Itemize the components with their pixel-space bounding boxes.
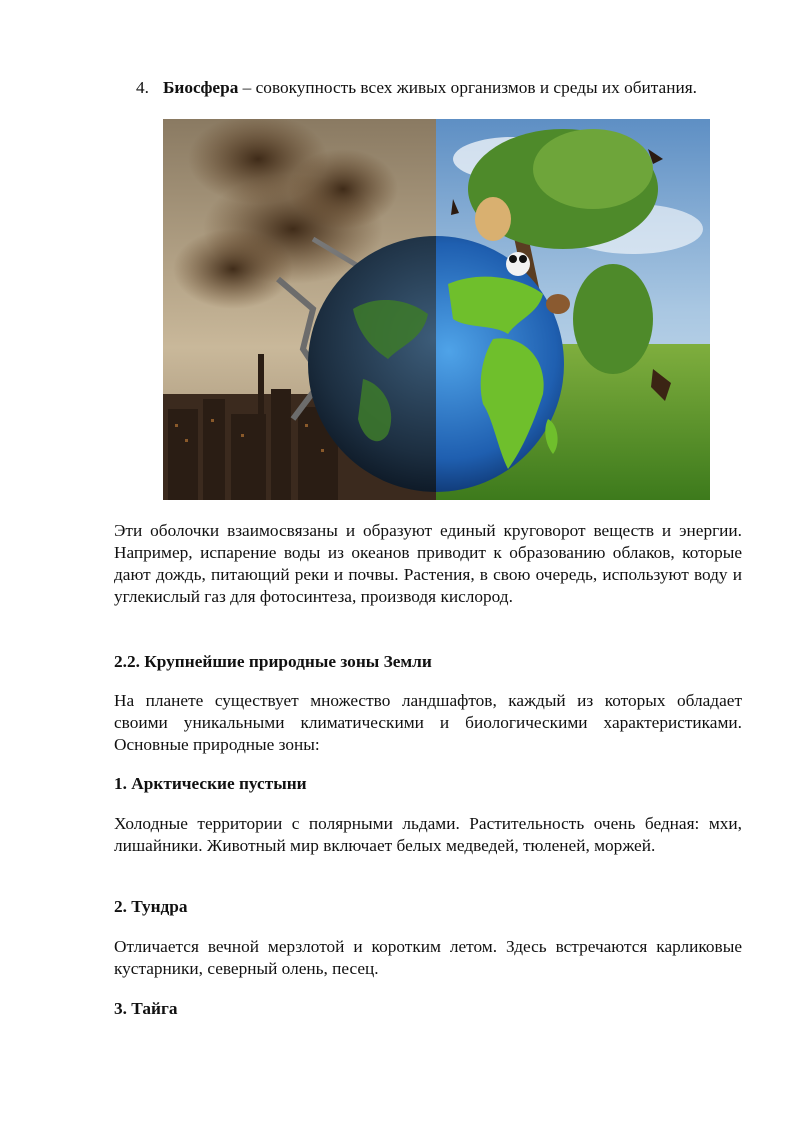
list-item-biosphere bbox=[136, 77, 742, 99]
zone-heading-arctic: 1. Арктические пустыни bbox=[114, 774, 307, 793]
paragraph-landscapes: На планете существует множество ландшафтов, каждый из которых обладает своими уникальными климатическими и биологическими характеристиками. Основные природные зоны: bbox=[114, 691, 742, 754]
zone-text-arctic: Холодные территории с полярными льдами. Растительность очень бедная: мхи, лишайники. Животный мир включает белых медведей, тюленей, моржей. bbox=[114, 814, 742, 855]
list-item-body bbox=[163, 77, 742, 99]
biosphere-illustration bbox=[163, 119, 710, 500]
zone-heading-taiga: 3. Тайга bbox=[114, 999, 178, 1018]
list-number: 4. bbox=[136, 78, 149, 97]
zone-text-tundra: Отличается вечной мерзлотой и коротким летом. Здесь встречаются карликовые кустарники, северный олень, песец. bbox=[114, 937, 742, 978]
section-heading: 2.2. Крупнейшие природные зоны Земли bbox=[114, 652, 432, 671]
term-definition: – совокупность всех живых организмов и среды их обитания. bbox=[238, 78, 697, 97]
polluted-vs-green-earth-image bbox=[163, 119, 710, 500]
zone-heading-tundra: 2. Тундра bbox=[114, 897, 188, 916]
paragraph-cycle: Эти оболочки взаимосвязаны и образуют единый круговорот веществ и энергии. Например, испарение воды из океанов приводит к образованию облаков, которые дают дождь, питающий реки и почвы. Растения, в свою очередь, используют воду и углекислый газ для фотосинтеза, производя кислород. bbox=[114, 521, 742, 606]
term-biosphere: Биосфера bbox=[163, 78, 239, 97]
